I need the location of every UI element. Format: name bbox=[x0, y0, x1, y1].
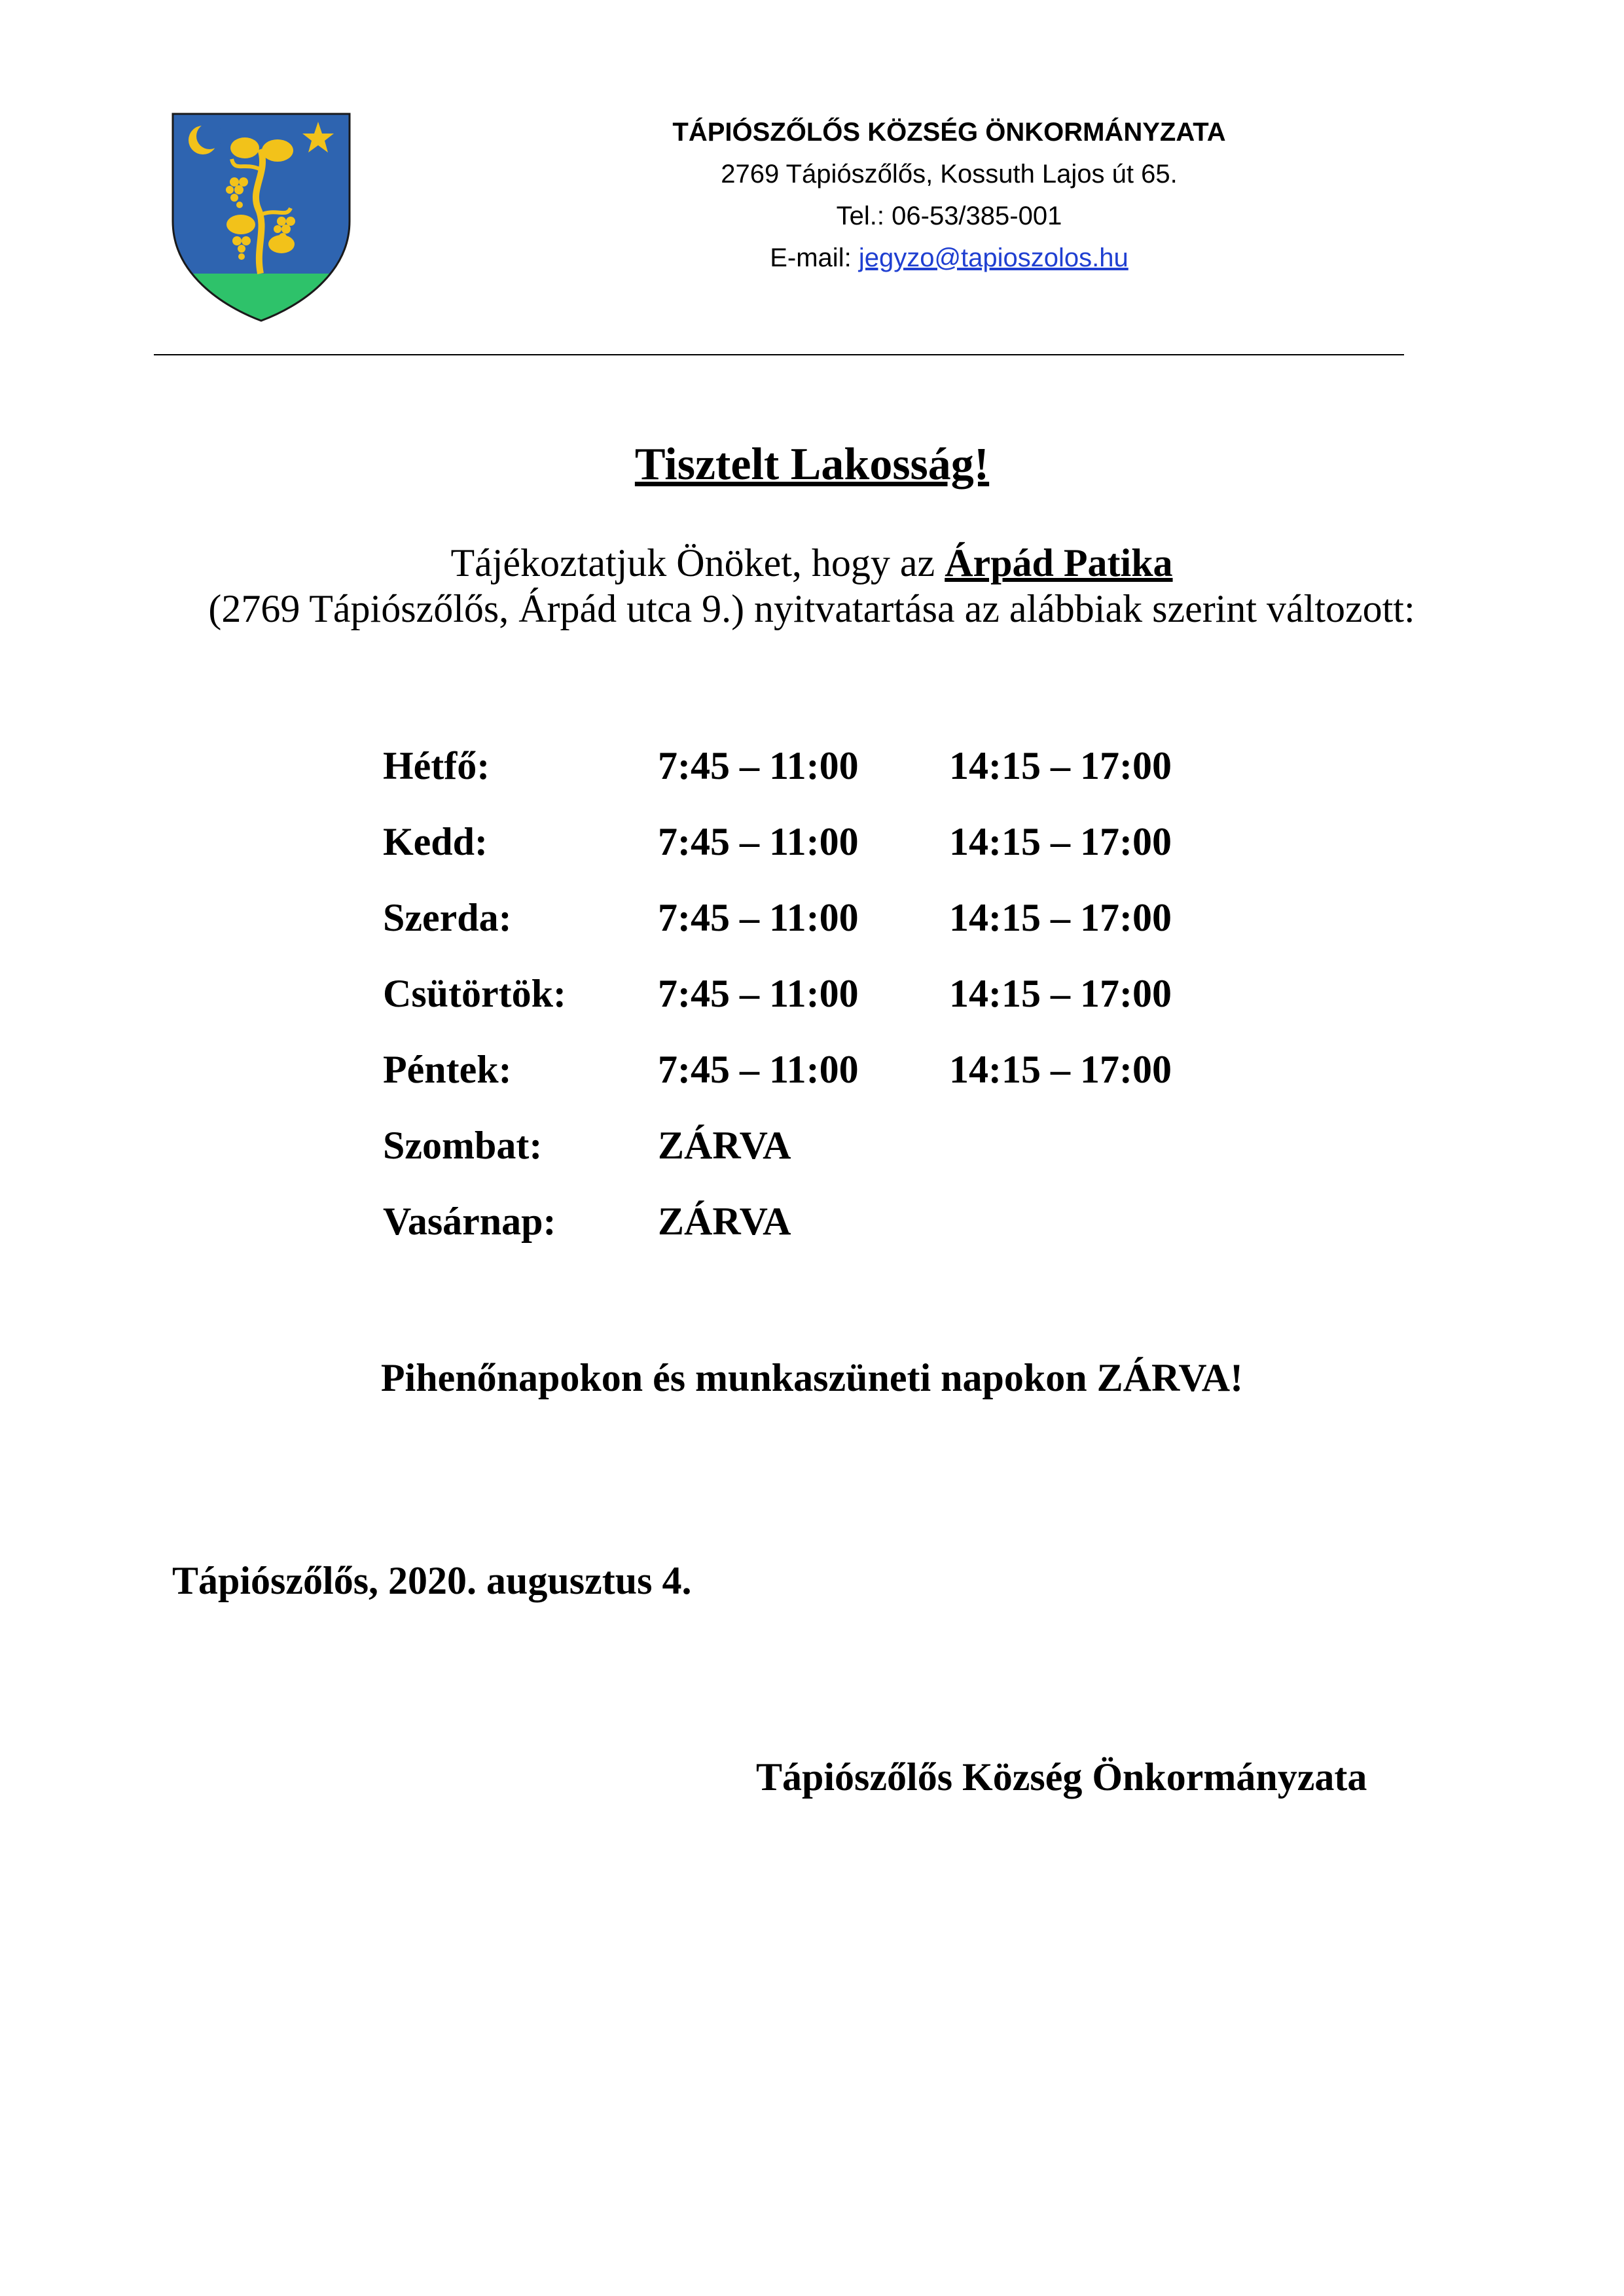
hours-afternoon: 14:15 – 17:00 bbox=[949, 820, 1172, 863]
date-line: Tápiószőlős, 2020. augusztus 4. bbox=[172, 1559, 692, 1602]
hours-day: Hétfő: bbox=[383, 744, 490, 787]
intro-text-after: (2769 Tápiószőlős, Árpád utca 9.) nyitvatartása az alábbiak szerint változott: bbox=[208, 587, 1415, 630]
hours-day: Szerda: bbox=[383, 896, 512, 939]
org-name: TÁPIÓSZŐLŐS KÖZSÉG ÖNKORMÁNYZATA bbox=[672, 118, 1226, 147]
signature: Tápiószőlős Község Önkormányzata bbox=[756, 1755, 1367, 1799]
email-label: E-mail: bbox=[770, 243, 859, 272]
header-divider bbox=[154, 354, 1404, 355]
letterhead bbox=[615, 111, 1283, 279]
hours-afternoon: 14:15 – 17:00 bbox=[949, 896, 1172, 939]
hours-afternoon: 14:15 – 17:00 bbox=[949, 744, 1172, 787]
hours-morning: 7:45 – 11:00 bbox=[658, 896, 859, 939]
hours-day: Kedd: bbox=[383, 820, 488, 863]
hours-morning: 7:45 – 11:00 bbox=[658, 1048, 859, 1091]
org-email-line bbox=[615, 237, 1283, 279]
email-link[interactable]: jegyzo@tapioszolos.hu bbox=[858, 243, 1128, 272]
holiday-closed-note: Pihenőnapokon és munkaszüneti napokon ZÁRVA! bbox=[380, 1356, 1244, 1399]
pharmacy-name: Árpád Patika bbox=[945, 541, 1173, 584]
org-address: 2769 Tápiószőlős, Kossuth Lajos út 65. bbox=[721, 160, 1178, 188]
hours-morning: 7:45 – 11:00 bbox=[658, 744, 859, 787]
hours-day: Szombat: bbox=[383, 1124, 543, 1167]
coat-of-arms-icon bbox=[169, 110, 353, 325]
page-title: Tisztelt Lakosság! bbox=[634, 439, 990, 490]
hours-morning: ZÁRVA bbox=[658, 1200, 791, 1243]
org-phone: Tel.: 06-53/385-001 bbox=[836, 202, 1062, 230]
hours-day: Vasárnap: bbox=[383, 1200, 556, 1243]
hours-morning: ZÁRVA bbox=[658, 1124, 791, 1167]
hours-morning: 7:45 – 11:00 bbox=[658, 820, 859, 863]
intro-text-before: Tájékoztatjuk Önöket, hogy az bbox=[450, 541, 945, 584]
hours-morning: 7:45 – 11:00 bbox=[658, 972, 859, 1015]
hours-day: Péntek: bbox=[383, 1048, 512, 1091]
intro-paragraph bbox=[190, 540, 1434, 632]
hours-afternoon: 14:15 – 17:00 bbox=[949, 1048, 1172, 1091]
hours-afternoon: 14:15 – 17:00 bbox=[949, 972, 1172, 1015]
hours-day: Csütörtök: bbox=[383, 972, 566, 1015]
